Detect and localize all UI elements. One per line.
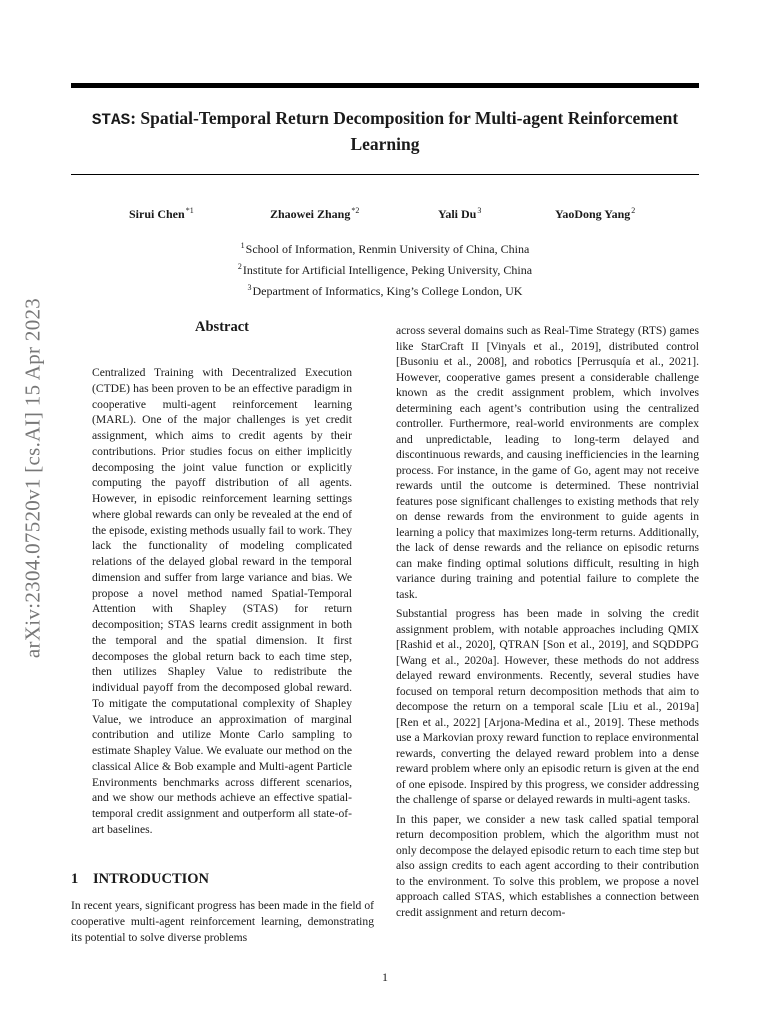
affiliation-text: School of Information, Renmin University of China, China xyxy=(245,242,530,256)
intro-paragraph: In this paper, we consider a new task called spatial temporal return decomposition problem, which the algorithm must not only decompose the delayed episodic return to each time step but also assign credits to each agent according to their contribution to the environment. To solve this problem, we propose a novel approach called STAS, which establishes a connection between credit assignment and return decom- xyxy=(396,812,699,919)
affiliations xyxy=(0,237,770,300)
intro-paragraph: Substantial progress has been made in solving the credit assignment problem, with notable approaches including QMIX [Rashid et al., 2020], QTRAN [Son et al., 2019], and SQDDPG [Wang et al., 2020a]. However, these methods do not address delayed reward environments. Recently, several studies have focused on temporal return decomposition methods that aim to decompose the return on a temporal scale [Liu et al., 2019a] [Ren et al., 2022] [Arjona-Medina et al., 2019]. These methods use a Markovian proxy reward function to replace environmental rewards, converting the delayed reward problem into a dense reward problem where only an episodic return is given at the end of one episode. Inspired by this progress, we consider addressing the challenge of sparse or delayed rewards in multi-agent tasks. xyxy=(396,607,699,806)
author-list xyxy=(0,206,770,226)
author-1 xyxy=(129,206,194,222)
author-mark: 3 xyxy=(477,206,482,215)
title-code: STAS xyxy=(91,111,131,129)
author-name: YaoDong Yang xyxy=(555,207,631,221)
abstract-heading: Abstract xyxy=(195,319,249,335)
author-mark: *1 xyxy=(185,206,194,215)
title-text: : Spatial-Temporal Return Decomposition for Multi-agent Reinforcement Learning xyxy=(130,108,679,154)
arxiv-sidebar-stamp: arXiv:2304.07520v1 [cs.AI] 15 Apr 2023 xyxy=(20,297,45,659)
affiliation-mark: 3 xyxy=(247,283,252,292)
title-top-rule xyxy=(71,83,699,88)
author-name: Sirui Chen xyxy=(129,207,185,221)
section-title: INTRODUCTION xyxy=(93,871,210,887)
affiliation-mark: 2 xyxy=(237,262,242,271)
author-mark: *2 xyxy=(351,206,360,215)
affiliation-1 xyxy=(0,237,770,258)
intro-paragraph: across several domains such as Real-Time Strategy (RTS) games like StarCraft II [Vinyals et al., 2019], distributed control [Busoniu et al., 2008], and robotics [Perrusquía et al., 2021]. However, cooperative games present a considerable challenge known as the credit assignment problem, which involves determining each agent’s contribution using the centralized controller. Furthermore, real-world environments are complex and unpredictable, leading to long-term delayed and discontinuous rewards, and causing inefficiencies in the learning process. For instance, in the game of Go, agent may not receive rewards until the outcome is determined. These nontrivial features pose significant challenges to existing methods that rely on dense rewards from the environment to guide agents in learning a policy that maximizes long-term returns. Additionally, the lack of dense rewards and the reliance on episodic returns can make finding optimal solutions difficult, resulting in high variance during training and potential failure to complete the task. xyxy=(396,324,699,601)
affiliation-mark: 1 xyxy=(240,241,245,250)
title-bottom-rule xyxy=(71,174,699,175)
right-column xyxy=(396,323,699,924)
section-heading-introduction xyxy=(71,871,209,888)
intro-paragraph-col1: In recent years, significant progress has been made in the field of cooperative multi-agent reinforcement learning, demonstrating its potential to solve diverse problems xyxy=(71,899,374,944)
author-name: Yali Du xyxy=(438,207,477,221)
affiliation-text: Department of Informatics, King’s College London, UK xyxy=(252,284,523,298)
page-number: 1 xyxy=(382,970,388,984)
paper-title xyxy=(71,106,699,156)
affiliation-3 xyxy=(0,279,770,300)
affiliation-2 xyxy=(0,258,770,279)
author-3 xyxy=(438,206,481,222)
author-name: Zhaowei Zhang xyxy=(270,207,351,221)
affiliation-text: Institute for Artificial Intelligence, Peking University, China xyxy=(242,263,533,277)
section-number: 1 xyxy=(71,871,79,887)
abstract-body: Centralized Training with Decentralized Execution (CTDE) has been proven to be an effective paradigm in cooperative multi-agent reinforcement learning (MARL). One of the major challenges is yet credit assignment, which aims to credit agents by their contributions. Prior studies focus on either implicitly decomposing the joint value function or explicitly computing the payoff distribution of all agents. However, in episodic reinforcement learning settings where global rewards can only be revealed at the end of the episode, existing methods usually fail to work. They lack the functionality of modeling complicated relations of the delayed global reward in the temporal dimension and suffer from large variance and bias. We propose a novel method named Spatial-Temporal Attention with Shapley (STAS) for return decomposition; STAS learns credit assignment in both the temporal and the spatial dimension. It first decomposes the global return back to each time step, then utilizes Shapley Value to redistribute the individual payoff from the decomposed global reward. To mitigate the computational complexity of Shapley Value, we introduce an approximation of marginal contribution and utilize Monte Carlo sampling to estimate Shapley Value. We evaluate our method on the classical Alice & Bob example and Multi-agent Particle Environments benchmarks across different scenarios, and we show our methods achieve an effective spatial-temporal credit assignment and outperform all state-of-art baselines. xyxy=(92,366,352,836)
author-2 xyxy=(270,206,359,222)
author-4 xyxy=(555,206,635,222)
author-mark: 2 xyxy=(631,206,636,215)
